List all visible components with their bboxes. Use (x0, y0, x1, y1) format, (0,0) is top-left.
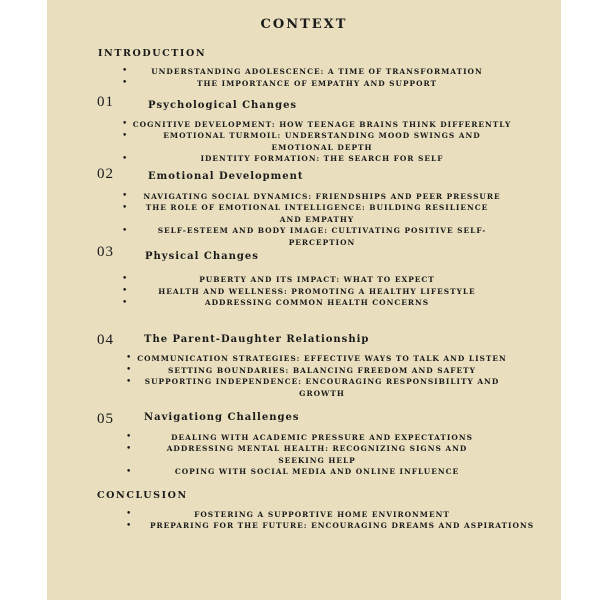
list-item: UNDERSTANDING ADOLESCENCE: A TIME OF TRANSFORMATION (151, 67, 483, 76)
list-item: COGNITIVE DEVELOPMENT: HOW TEENAGE BRAINS THINK DIFFERENTLY (132, 120, 512, 129)
bullet-icon: • (126, 521, 132, 531)
bullet-icon: • (122, 203, 128, 213)
bullet-icon: • (122, 286, 128, 296)
bullet-icon: • (126, 509, 132, 519)
bullet-icon: • (126, 353, 132, 363)
list-item: SETTING BOUNDARIES: BALANCING FREEDOM AND SAFETY (168, 366, 476, 375)
bullet-icon: • (122, 78, 128, 88)
bullet-icon: • (126, 432, 132, 442)
document-page (47, 0, 561, 600)
section-number: 04 (97, 332, 114, 348)
list-item: ADDRESSING MENTAL HEALTH: RECOGNIZING SIGNS AND SEEKING HELP (166, 444, 468, 465)
bullet-icon: • (122, 119, 128, 129)
bullet-icon: • (122, 131, 128, 141)
bullet-icon: • (122, 191, 128, 201)
list-item: PUBERTY AND ITS IMPACT: WHAT TO EXPECT (199, 275, 435, 284)
section-title: The Parent-Daughter Relationship (144, 334, 370, 345)
list-item: DEALING WITH ACADEMIC PRESSURE AND EXPECTATIONS (171, 433, 473, 442)
list-item: SUPPORTING INDEPENDENCE: ENCOURAGING RESPONSIBILITY AND GROWTH (144, 377, 500, 398)
list-item: ADDRESSING COMMON HEALTH CONCERNS (204, 298, 430, 307)
section-number: 03 (97, 244, 114, 260)
conclusion-heading: CONCLUSION (97, 490, 188, 501)
list-item: FOSTERING A SUPPORTIVE HOME ENVIRONMENT (194, 510, 450, 519)
list-item: PREPARING FOR THE FUTURE: ENCOURAGING DREAMS AND ASPIRATIONS (149, 521, 535, 530)
section-number: 01 (97, 94, 114, 110)
section-number: 02 (97, 166, 114, 182)
bullet-icon: • (122, 154, 128, 164)
bullet-icon: • (126, 467, 132, 477)
section-title: Emotional Development (148, 171, 304, 182)
list-item: IDENTITY FORMATION: THE SEARCH FOR SELF (200, 154, 444, 163)
introduction-heading: INTRODUCTION (98, 48, 207, 59)
list-item: THE IMPORTANCE OF EMPATHY AND SUPPORT (196, 79, 438, 88)
list-item: HEALTH AND WELLNESS: PROMOTING A HEALTHY LIFESTYLE (158, 287, 476, 296)
section-title: Navigationg Challenges (144, 412, 300, 423)
list-item: COMMUNICATION STRATEGIES: EFFECTIVE WAYS TO TALK AND LISTEN (137, 354, 507, 363)
bullet-icon: • (122, 226, 128, 236)
bullet-icon: • (126, 444, 132, 454)
bullet-icon: • (122, 298, 128, 308)
section-title: Psychological Changes (148, 100, 298, 111)
section-number: 05 (97, 411, 114, 427)
bullet-icon: • (126, 377, 132, 387)
bullet-icon: • (122, 274, 128, 284)
list-item: SELF-ESTEEM AND BODY IMAGE: CULTIVATING POSITIVE SELF-PERCEPTION (157, 226, 487, 247)
bullet-icon: • (122, 66, 128, 76)
bullet-icon: • (126, 365, 132, 375)
list-item: COPING WITH SOCIAL MEDIA AND ONLINE INFLUENCE (174, 467, 460, 476)
list-item: THE ROLE OF EMOTIONAL INTELLIGENCE: BUILDING RESILIENCE AND EMPATHY (145, 203, 489, 224)
list-item: NAVIGATING SOCIAL DYNAMICS: FRIENDSHIPS AND PEER PRESSURE (143, 192, 501, 201)
list-item: EMOTIONAL TURMOIL: UNDERSTANDING MOOD SWINGS AND EMOTIONAL DEPTH (163, 131, 481, 152)
page-title: CONTEXT (260, 17, 348, 32)
section-title: Physical Changes (145, 251, 259, 262)
